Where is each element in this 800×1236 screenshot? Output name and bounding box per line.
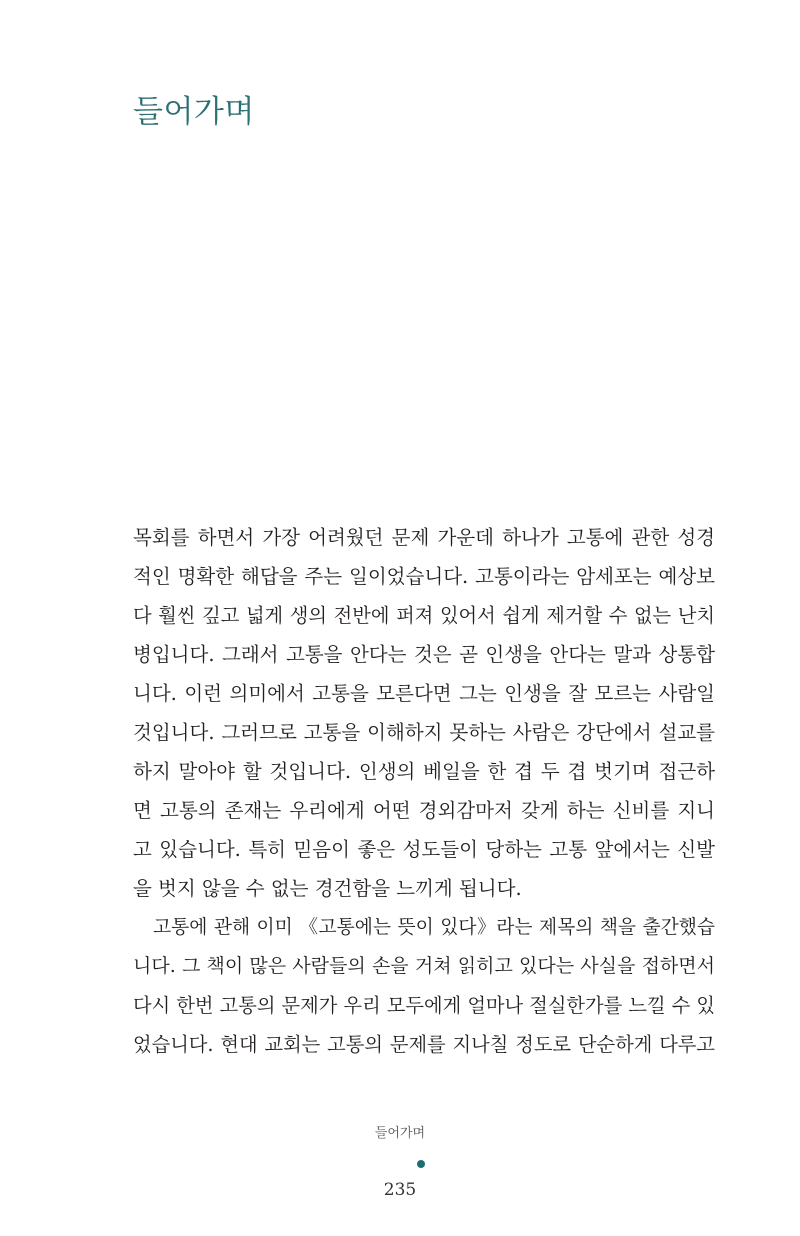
text-line: 다시 한번 고통의 문제가 우리 모두에게 얼마나 절실한가를 느낄 수 있: [133, 994, 715, 1017]
text-line: 고 있습니다. 특히 믿음이 좋은 성도들이 당하는 고통 앞에서는 신발: [133, 838, 715, 861]
running-title: 들어가며: [374, 1126, 426, 1141]
footer-dot-icon: [417, 1160, 425, 1168]
text-line: 적인 명확한 해답을 주는 일이었습니다. 고통이라는 암세포는 예상보: [133, 565, 715, 588]
chapter-title: 들어가며: [133, 94, 255, 130]
page-number: 235: [383, 1180, 417, 1200]
text-line: 니다. 그 책이 많은 사람들의 손을 거쳐 읽히고 있다는 사실을 접하면서: [133, 955, 715, 977]
text-line: 하지 말아야 할 것입니다. 인생의 베일을 한 겹 두 겹 벗기며 접근하: [133, 760, 715, 783]
text-line: 고통에 관해 이미 《고통에는 뜻이 있다》라는 제목의 책을 출간했습: [153, 917, 715, 938]
text-line: 목회를 하면서 가장 어려웠던 문제 가운데 하나가 고통에 관한 성경: [133, 526, 715, 549]
text-line: 병입니다. 그래서 고통을 안다는 것은 곧 인생을 안다는 말과 상통합: [133, 643, 715, 666]
text-line: 을 벗지 않을 수 없는 경건함을 느끼게 됩니다.: [133, 877, 522, 900]
text-line: 것입니다. 그러므로 고통을 이해하지 못하는 사람은 강단에서 설교를: [133, 721, 715, 744]
text-line: 니다. 이런 의미에서 고통을 모른다면 그는 인생을 잘 모르는 사람일: [133, 682, 715, 705]
text-line: 다 훨씬 깊고 넓게 생의 전반에 퍼져 있어서 쉽게 제거할 수 없는 난치: [133, 604, 715, 627]
text-line: 면 고통의 존재는 우리에게 어떤 경외감마저 갖게 하는 신비를 지니: [133, 799, 715, 822]
text-line: 었습니다. 현대 교회는 고통의 문제를 지나칠 정도로 단순하게 다루고: [133, 1033, 715, 1056]
body-text: [133, 518, 715, 1064]
